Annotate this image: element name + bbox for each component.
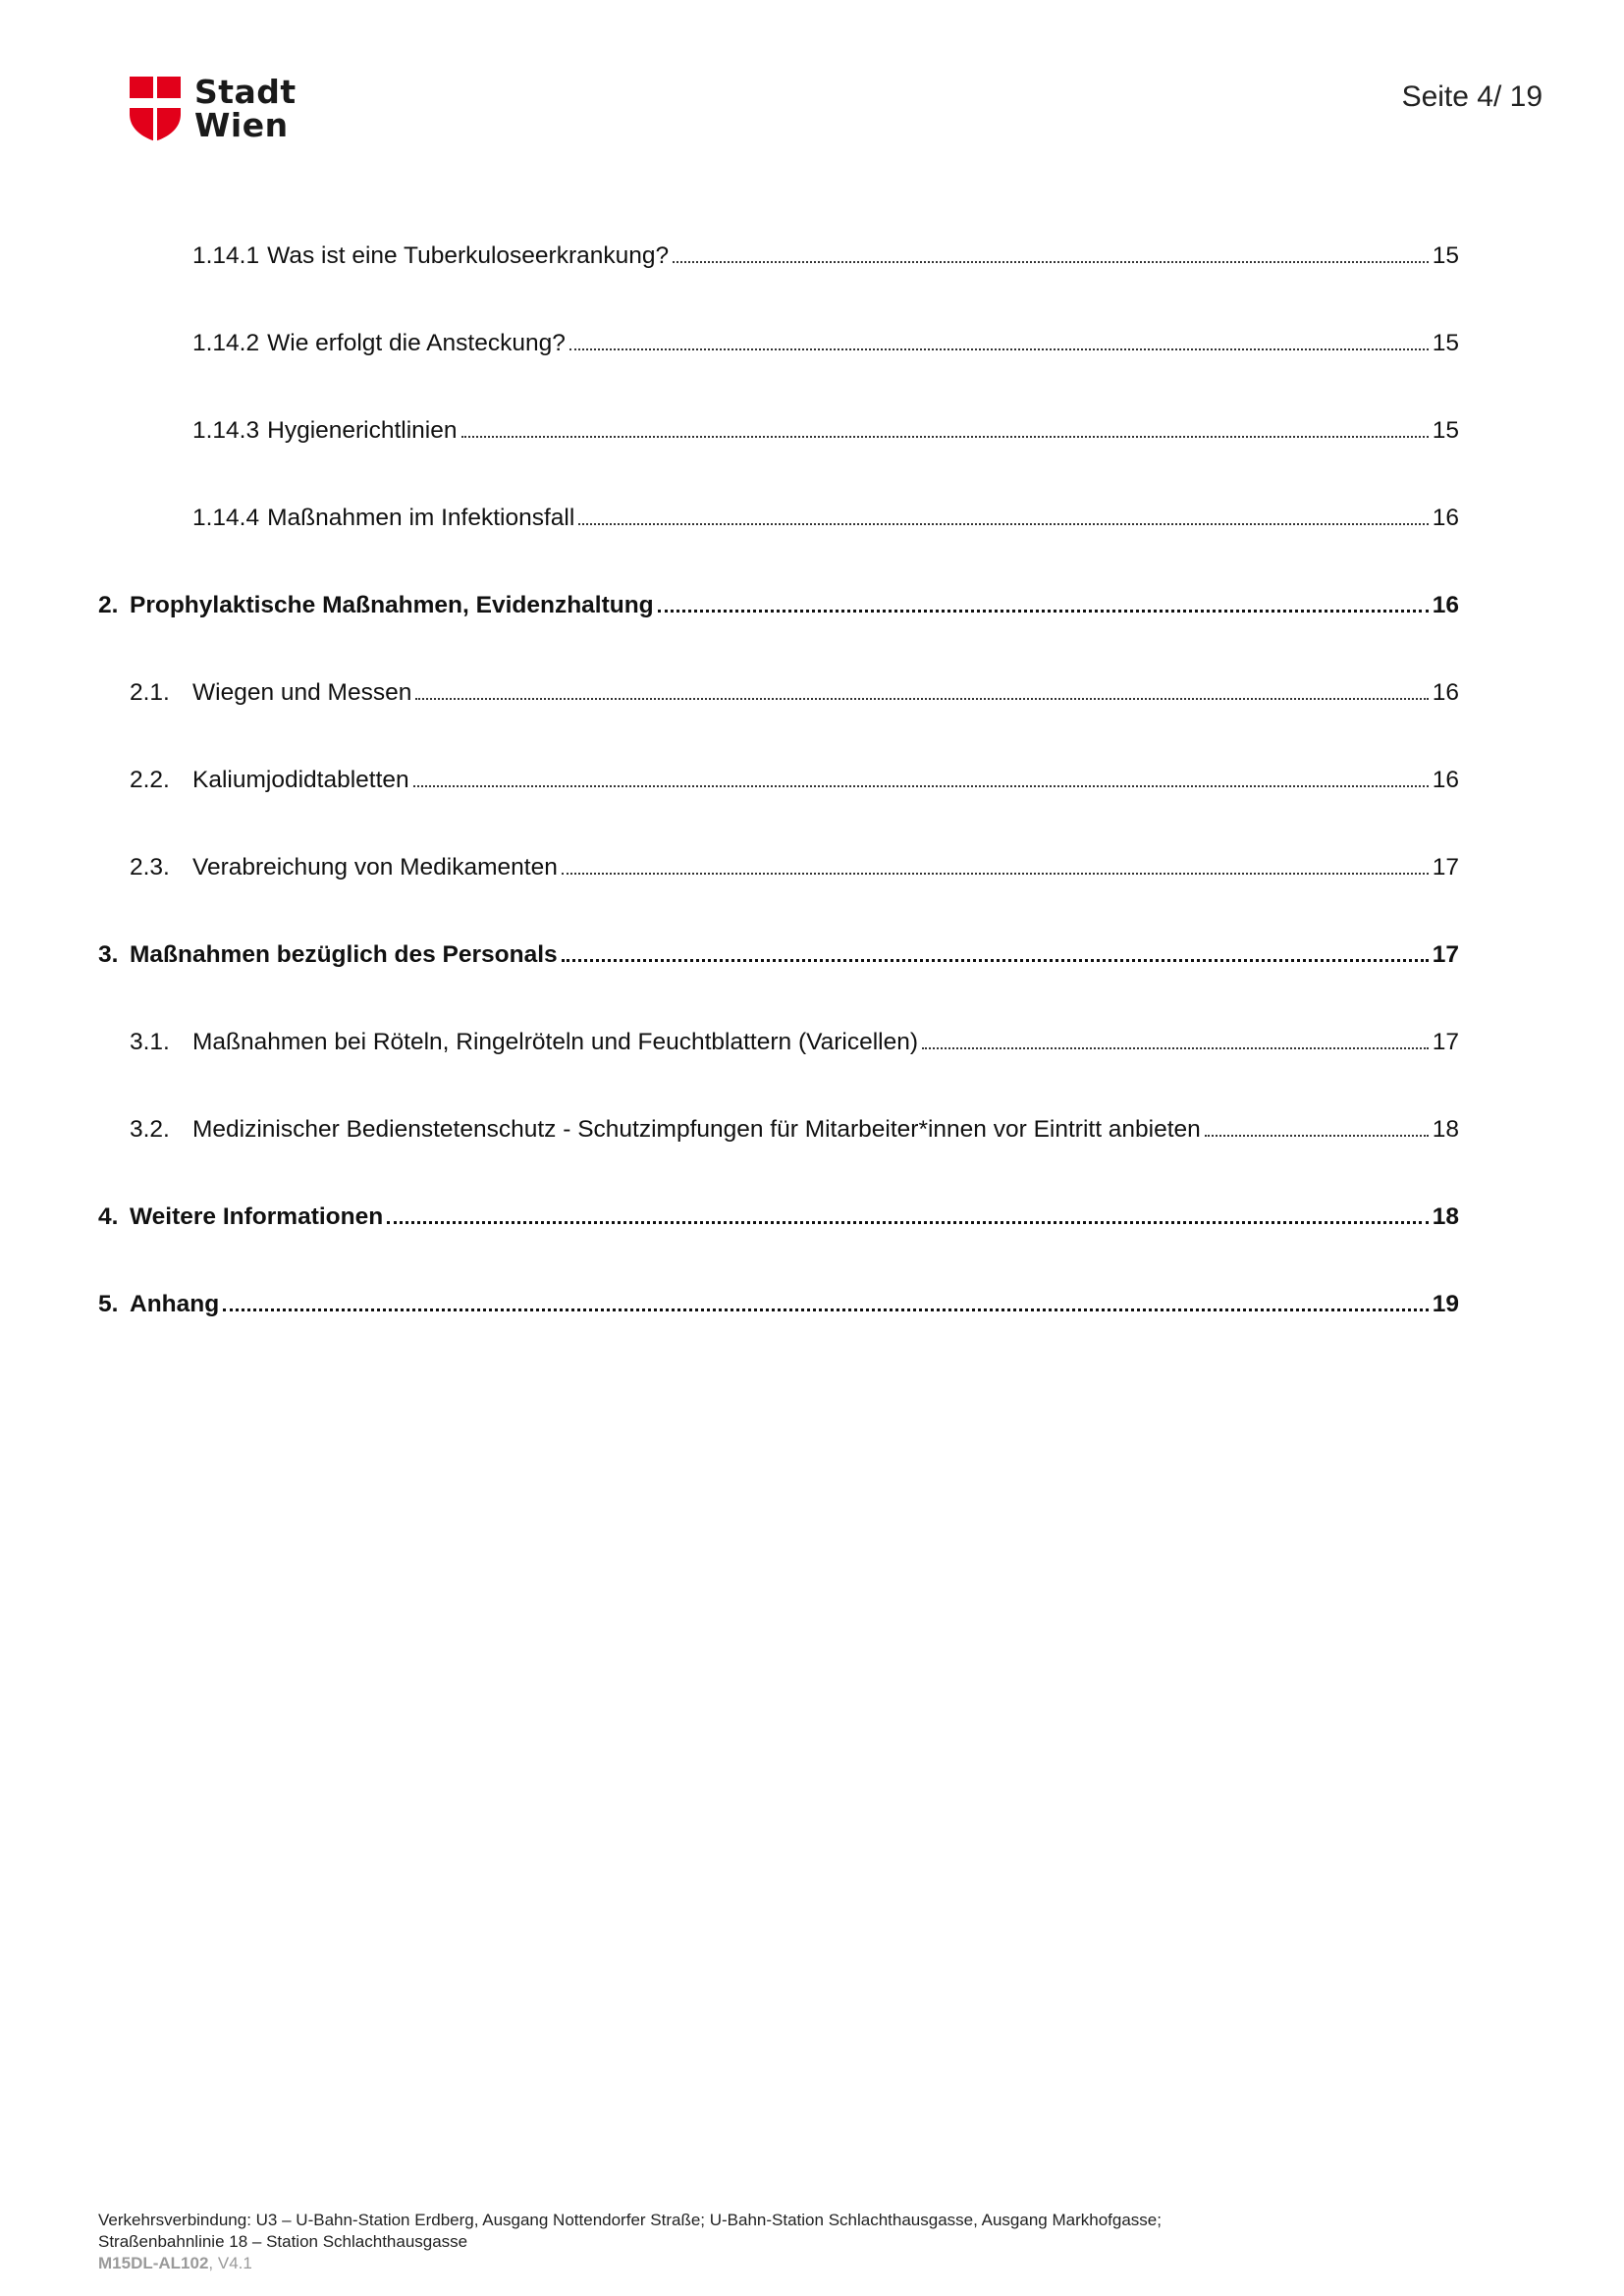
logo-wordmark (194, 73, 297, 144)
vienna-shield-icon (128, 75, 183, 143)
toc-entry-page: 15 (1432, 417, 1459, 444)
toc-leader-dots (223, 1308, 1429, 1311)
page-footer (98, 2210, 1162, 2274)
logo-line-1: Stadt (194, 73, 297, 111)
toc-entry-title: Wie erfolgt die Ansteckung? (267, 330, 566, 356)
toc-leader-dots (569, 348, 1429, 350)
toc-entry[interactable] (98, 766, 1459, 853)
toc-entry-title: Maßnahmen bei Röteln, Ringelröteln und Feuchtblattern (Varicellen) (192, 1029, 919, 1055)
toc-entry[interactable] (98, 678, 1459, 766)
footer-transport-line-1: Verkehrsverbindung: U3 – U-Bahn-Station Erdberg, Ausgang Nottendorfer Straße; U-Bahn-Station Schlachthausgasse, Ausgang Markhofgasse; (98, 2211, 1162, 2229)
toc-entry-number: 1.14.1 (192, 242, 260, 269)
toc-leader-dots (658, 610, 1429, 613)
logo-line-2: Wien (194, 106, 289, 144)
toc-leader-dots (387, 1221, 1429, 1224)
toc-entry[interactable] (98, 1202, 1459, 1290)
toc-leader-dots (562, 959, 1429, 962)
toc-entry[interactable] (98, 1028, 1459, 1115)
toc-leader-dots (922, 1047, 1429, 1049)
toc-entry-page: 16 (1432, 767, 1459, 793)
toc-entry-page: 18 (1432, 1116, 1459, 1143)
toc-leader-dots (415, 698, 1428, 700)
toc-entry-number: 3. (98, 941, 119, 968)
toc-entry-number: 1.14.3 (192, 417, 260, 444)
toc-entry-page: 19 (1432, 1291, 1459, 1317)
toc-entry[interactable] (98, 940, 1459, 1028)
toc-entry-title: Maßnahmen im Infektionsfall (267, 505, 575, 531)
toc-entry-number: 4. (98, 1203, 119, 1230)
toc-leader-dots (562, 873, 1429, 875)
table-of-contents (98, 241, 1459, 1377)
toc-entry[interactable] (98, 1115, 1459, 1202)
toc-entry-number: 2.2. (130, 767, 170, 793)
toc-entry-title: Weitere Informationen (130, 1203, 384, 1230)
toc-entry[interactable] (98, 241, 1459, 329)
toc-entry-title: Hygienerichtlinien (267, 417, 458, 444)
toc-entry-page: 15 (1432, 242, 1459, 269)
toc-entry-number: 2. (98, 592, 119, 618)
toc-entry[interactable] (98, 1290, 1459, 1377)
page-number: Seite 4/ 19 (1401, 80, 1543, 113)
toc-entry-page: 15 (1432, 330, 1459, 356)
toc-entry-page: 16 (1432, 592, 1459, 618)
toc-leader-dots (461, 436, 1429, 438)
toc-entry-number: 2.1. (130, 679, 170, 706)
toc-leader-dots (413, 785, 1429, 787)
toc-entry-number: 1.14.4 (192, 505, 260, 531)
document-code: M15DL-AL102 (98, 2254, 209, 2272)
footer-document-id (98, 2253, 1162, 2274)
toc-entry-title: Kaliumjodidtabletten (192, 767, 409, 793)
toc-entry-page: 18 (1432, 1203, 1459, 1230)
stadt-wien-logo (128, 75, 297, 143)
toc-entry-title: Wiegen und Messen (192, 679, 412, 706)
toc-entry-number: 5. (98, 1291, 119, 1317)
toc-entry-page: 17 (1432, 854, 1459, 881)
toc-entry-page: 16 (1432, 505, 1459, 531)
toc-leader-dots (1205, 1135, 1429, 1137)
toc-leader-dots (578, 523, 1428, 525)
toc-entry-title: Maßnahmen bezüglich des Personals (130, 941, 558, 968)
toc-entry-title: Medizinischer Bedienstetenschutz - Schutzimpfungen für Mitarbeiter*innen vor Eintritt anbieten (192, 1116, 1201, 1143)
toc-entry-title: Was ist eine Tuberkuloseerkrankung? (267, 242, 670, 269)
toc-entry-page: 17 (1432, 1029, 1459, 1055)
toc-entry[interactable] (98, 853, 1459, 940)
toc-entry-number: 3.1. (130, 1029, 170, 1055)
toc-entry-title: Verabreichung von Medikamenten (192, 854, 558, 881)
toc-entry-title: Anhang (130, 1291, 220, 1317)
toc-entry-page: 17 (1432, 941, 1459, 968)
toc-entry[interactable] (98, 329, 1459, 416)
toc-entry-number: 2.3. (130, 854, 170, 881)
toc-entry-page: 16 (1432, 679, 1459, 706)
footer-transport-line-2: Straßenbahnlinie 18 – Station Schlachthausgasse (98, 2232, 468, 2251)
toc-entry[interactable] (98, 591, 1459, 678)
toc-entry[interactable] (98, 416, 1459, 504)
document-version: , V4.1 (208, 2254, 252, 2272)
toc-entry-title: Prophylaktische Maßnahmen, Evidenzhaltung (130, 592, 654, 618)
toc-entry-number: 1.14.2 (192, 330, 260, 356)
toc-entry-number: 3.2. (130, 1116, 170, 1143)
toc-leader-dots (673, 261, 1429, 263)
toc-entry[interactable] (98, 504, 1459, 591)
